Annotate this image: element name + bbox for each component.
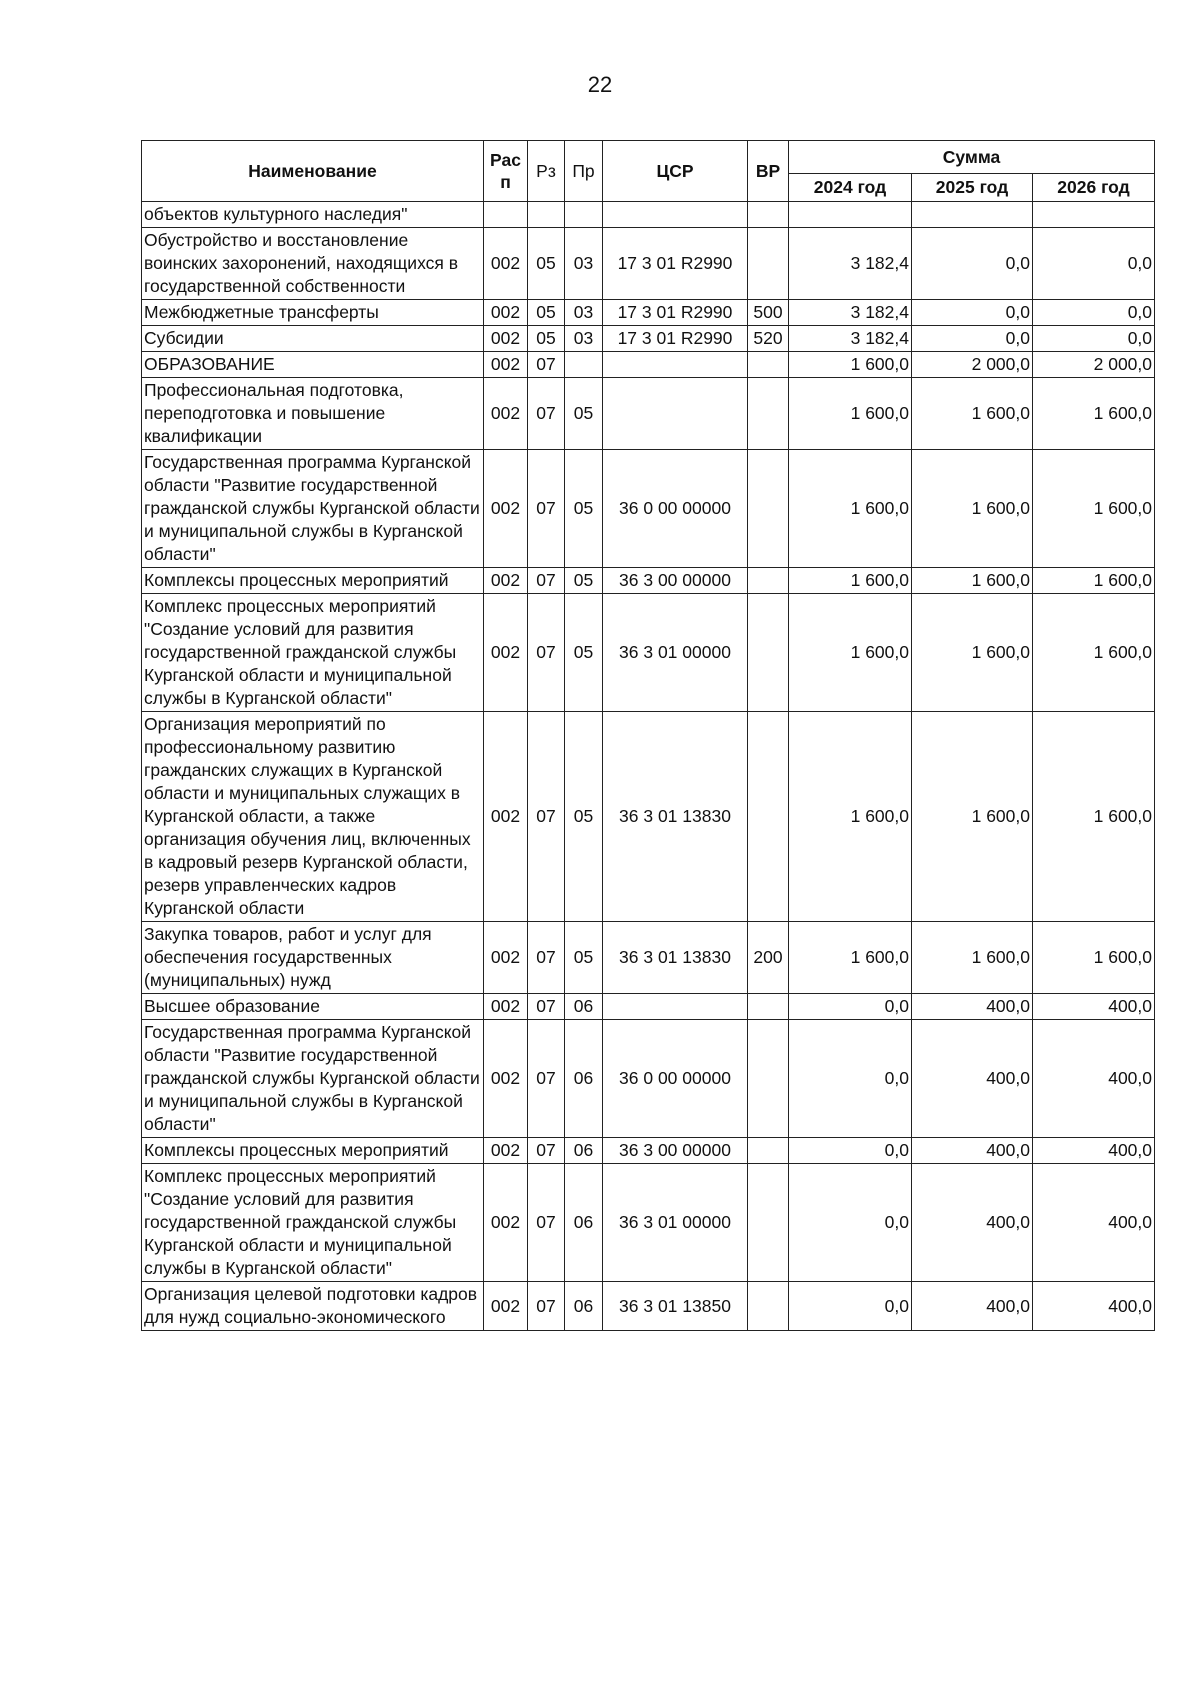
row-vr: 500	[748, 300, 789, 326]
row-rasp: 002	[484, 922, 528, 994]
row-csr: 36 3 01 13850	[603, 1282, 748, 1331]
row-rz: 07	[528, 352, 565, 378]
row-sum-2025: 1 600,0	[912, 712, 1033, 922]
row-rz: 07	[528, 994, 565, 1020]
row-vr	[748, 228, 789, 300]
row-csr: 36 0 00 00000	[603, 450, 748, 568]
row-pr: 06	[565, 1282, 603, 1331]
row-name: ОБРАЗОВАНИЕ	[142, 352, 484, 378]
row-vr: 520	[748, 326, 789, 352]
row-sum-2025: 400,0	[912, 994, 1033, 1020]
table-row	[142, 922, 1155, 994]
row-vr	[748, 568, 789, 594]
row-pr: 06	[565, 1020, 603, 1138]
table-row	[142, 1164, 1155, 1282]
row-sum-2024: 3 182,4	[789, 228, 912, 300]
row-sum-2026: 1 600,0	[1033, 450, 1155, 568]
header-year-2025: 2025 год	[912, 174, 1033, 202]
row-sum-2025: 1 600,0	[912, 594, 1033, 712]
row-sum-2026	[1033, 202, 1155, 228]
row-name: Обустройство и восстановление воинских захоронений, находящихся в государственной собственности	[142, 228, 484, 300]
row-sum-2025: 400,0	[912, 1282, 1033, 1331]
row-name: Закупка товаров, работ и услуг для обеспечения государственных (муниципальных) нужд	[142, 922, 484, 994]
row-rasp: 002	[484, 352, 528, 378]
row-sum-2024: 1 600,0	[789, 450, 912, 568]
table-row	[142, 568, 1155, 594]
row-sum-2025	[912, 202, 1033, 228]
row-csr: 36 0 00 00000	[603, 1020, 748, 1138]
row-sum-2026: 400,0	[1033, 1282, 1155, 1331]
row-pr: 03	[565, 326, 603, 352]
row-sum-2024	[789, 202, 912, 228]
row-csr: 36 3 00 00000	[603, 1138, 748, 1164]
row-sum-2024: 0,0	[789, 1282, 912, 1331]
header-csr: ЦСР	[603, 141, 748, 202]
row-vr	[748, 1020, 789, 1138]
row-vr	[748, 1164, 789, 1282]
row-sum-2024: 0,0	[789, 1138, 912, 1164]
row-csr: 36 3 01 13830	[603, 712, 748, 922]
row-csr: 36 3 01 00000	[603, 1164, 748, 1282]
row-sum-2024: 1 600,0	[789, 712, 912, 922]
row-csr	[603, 994, 748, 1020]
row-name: Комплексы процессных мероприятий	[142, 568, 484, 594]
page-number: 22	[587, 72, 613, 97]
row-vr	[748, 1138, 789, 1164]
row-sum-2026: 1 600,0	[1033, 922, 1155, 994]
row-sum-2025: 1 600,0	[912, 450, 1033, 568]
row-vr	[748, 994, 789, 1020]
row-rasp: 002	[484, 450, 528, 568]
row-sum-2025: 400,0	[912, 1138, 1033, 1164]
row-rz: 07	[528, 1282, 565, 1331]
row-rz: 07	[528, 1020, 565, 1138]
row-vr	[748, 450, 789, 568]
row-name: объектов культурного наследия"	[142, 202, 484, 228]
header-pr: Пр	[565, 141, 603, 202]
row-rz: 07	[528, 594, 565, 712]
row-csr: 17 3 01 R2990	[603, 228, 748, 300]
row-rz: 07	[528, 922, 565, 994]
row-pr: 06	[565, 1164, 603, 1282]
row-rasp: 002	[484, 994, 528, 1020]
row-pr: 03	[565, 300, 603, 326]
row-vr: 200	[748, 922, 789, 994]
row-vr	[748, 712, 789, 922]
row-name: Комплекс процессных мероприятий "Создание условий для развития государственной гражданской службы Курганской области и муниципальной службы в Курганской области"	[142, 594, 484, 712]
row-pr	[565, 352, 603, 378]
row-sum-2024: 1 600,0	[789, 922, 912, 994]
row-rasp: 002	[484, 1282, 528, 1331]
row-name: Комплексы процессных мероприятий	[142, 1138, 484, 1164]
table-row	[142, 1020, 1155, 1138]
row-name: Профессиональная подготовка, переподготовка и повышение квалификации	[142, 378, 484, 450]
row-sum-2026: 0,0	[1033, 326, 1155, 352]
table-row	[142, 712, 1155, 922]
table-body	[142, 202, 1155, 1331]
row-sum-2025: 0,0	[912, 326, 1033, 352]
row-sum-2024: 1 600,0	[789, 378, 912, 450]
table-row	[142, 450, 1155, 568]
row-name: Государственная программа Курганской области "Развитие государственной гражданской службы Курганской области и муниципальной службы в Курганской области"	[142, 1020, 484, 1138]
row-sum-2025: 1 600,0	[912, 378, 1033, 450]
row-rasp: 002	[484, 378, 528, 450]
row-sum-2026: 400,0	[1033, 994, 1155, 1020]
row-sum-2026: 400,0	[1033, 1164, 1155, 1282]
row-sum-2026: 0,0	[1033, 300, 1155, 326]
row-sum-2026: 0,0	[1033, 228, 1155, 300]
row-sum-2024: 1 600,0	[789, 594, 912, 712]
row-sum-2024: 3 182,4	[789, 300, 912, 326]
row-sum-2024: 0,0	[789, 994, 912, 1020]
row-name: Высшее образование	[142, 994, 484, 1020]
row-rasp: 002	[484, 1164, 528, 1282]
row-pr: 03	[565, 228, 603, 300]
row-sum-2026: 2 000,0	[1033, 352, 1155, 378]
row-csr: 36 3 00 00000	[603, 568, 748, 594]
header-name: Наименование	[142, 141, 484, 202]
row-rasp: 002	[484, 712, 528, 922]
row-rasp	[484, 202, 528, 228]
header-year-2026: 2026 год	[1033, 174, 1155, 202]
row-name: Организация мероприятий по профессиональному развитию гражданских служащих в Курганской области и муниципальных служащих в Курганской области, а также организация обучения лиц, включенных в кадровый резерв Курганской области, резерв управленческих кадров Курганской области	[142, 712, 484, 922]
header-year-2024: 2024 год	[789, 174, 912, 202]
row-name: Субсидии	[142, 326, 484, 352]
table-row	[142, 594, 1155, 712]
row-name: Комплекс процессных мероприятий "Создание условий для развития государственной гражданской службы Курганской области и муниципальной службы в Курганской области"	[142, 1164, 484, 1282]
budget-table	[141, 140, 1155, 1331]
row-sum-2026: 1 600,0	[1033, 712, 1155, 922]
row-rz: 07	[528, 1138, 565, 1164]
row-csr: 17 3 01 R2990	[603, 300, 748, 326]
row-name: Государственная программа Курганской области "Развитие государственной гражданской службы Курганской области и муниципальной службы в Курганской области"	[142, 450, 484, 568]
row-sum-2026: 1 600,0	[1033, 594, 1155, 712]
row-rasp: 002	[484, 594, 528, 712]
row-vr	[748, 1282, 789, 1331]
row-sum-2024: 1 600,0	[789, 568, 912, 594]
row-rz: 05	[528, 300, 565, 326]
row-sum-2024: 0,0	[789, 1020, 912, 1138]
row-csr: 36 3 01 00000	[603, 594, 748, 712]
table-row	[142, 202, 1155, 228]
row-rasp: 002	[484, 568, 528, 594]
row-rasp: 002	[484, 1020, 528, 1138]
row-sum-2025: 400,0	[912, 1164, 1033, 1282]
header-sum: Сумма	[789, 141, 1155, 174]
row-rz: 07	[528, 568, 565, 594]
row-sum-2025: 400,0	[912, 1020, 1033, 1138]
row-sum-2025: 0,0	[912, 228, 1033, 300]
row-sum-2025: 0,0	[912, 300, 1033, 326]
row-sum-2025: 2 000,0	[912, 352, 1033, 378]
row-name: Межбюджетные трансферты	[142, 300, 484, 326]
table-row	[142, 1282, 1155, 1331]
row-rz: 07	[528, 378, 565, 450]
row-pr	[565, 202, 603, 228]
table-row	[142, 352, 1155, 378]
table-row	[142, 1138, 1155, 1164]
row-sum-2024: 3 182,4	[789, 326, 912, 352]
row-vr	[748, 378, 789, 450]
table-row	[142, 994, 1155, 1020]
row-vr	[748, 202, 789, 228]
row-pr: 06	[565, 994, 603, 1020]
row-rz	[528, 202, 565, 228]
row-sum-2026: 400,0	[1033, 1138, 1155, 1164]
header-vr: ВР	[748, 141, 789, 202]
row-pr: 05	[565, 594, 603, 712]
row-rz: 05	[528, 228, 565, 300]
row-csr: 36 3 01 13830	[603, 922, 748, 994]
table-row	[142, 326, 1155, 352]
row-pr: 05	[565, 712, 603, 922]
row-rasp: 002	[484, 300, 528, 326]
row-csr	[603, 352, 748, 378]
row-rz: 05	[528, 326, 565, 352]
row-sum-2025: 1 600,0	[912, 568, 1033, 594]
table-row	[142, 300, 1155, 326]
table-row	[142, 228, 1155, 300]
row-pr: 05	[565, 922, 603, 994]
row-pr: 05	[565, 568, 603, 594]
row-rasp: 002	[484, 326, 528, 352]
row-name: Организация целевой подготовки кадров для нужд социально-экономического	[142, 1282, 484, 1331]
row-sum-2026: 1 600,0	[1033, 378, 1155, 450]
row-sum-2024: 1 600,0	[789, 352, 912, 378]
row-vr	[748, 594, 789, 712]
row-sum-2024: 0,0	[789, 1164, 912, 1282]
row-sum-2026: 400,0	[1033, 1020, 1155, 1138]
row-sum-2026: 1 600,0	[1033, 568, 1155, 594]
row-rasp: 002	[484, 228, 528, 300]
row-rz: 07	[528, 1164, 565, 1282]
header-rasp: Рас п	[484, 141, 528, 202]
row-vr	[748, 352, 789, 378]
row-csr	[603, 202, 748, 228]
header-rz: Рз	[528, 141, 565, 202]
row-pr: 06	[565, 1138, 603, 1164]
row-csr	[603, 378, 748, 450]
row-rasp: 002	[484, 1138, 528, 1164]
table-row	[142, 378, 1155, 450]
row-csr: 17 3 01 R2990	[603, 326, 748, 352]
row-pr: 05	[565, 450, 603, 568]
row-rz: 07	[528, 712, 565, 922]
row-rz: 07	[528, 450, 565, 568]
row-pr: 05	[565, 378, 603, 450]
row-sum-2025: 1 600,0	[912, 922, 1033, 994]
